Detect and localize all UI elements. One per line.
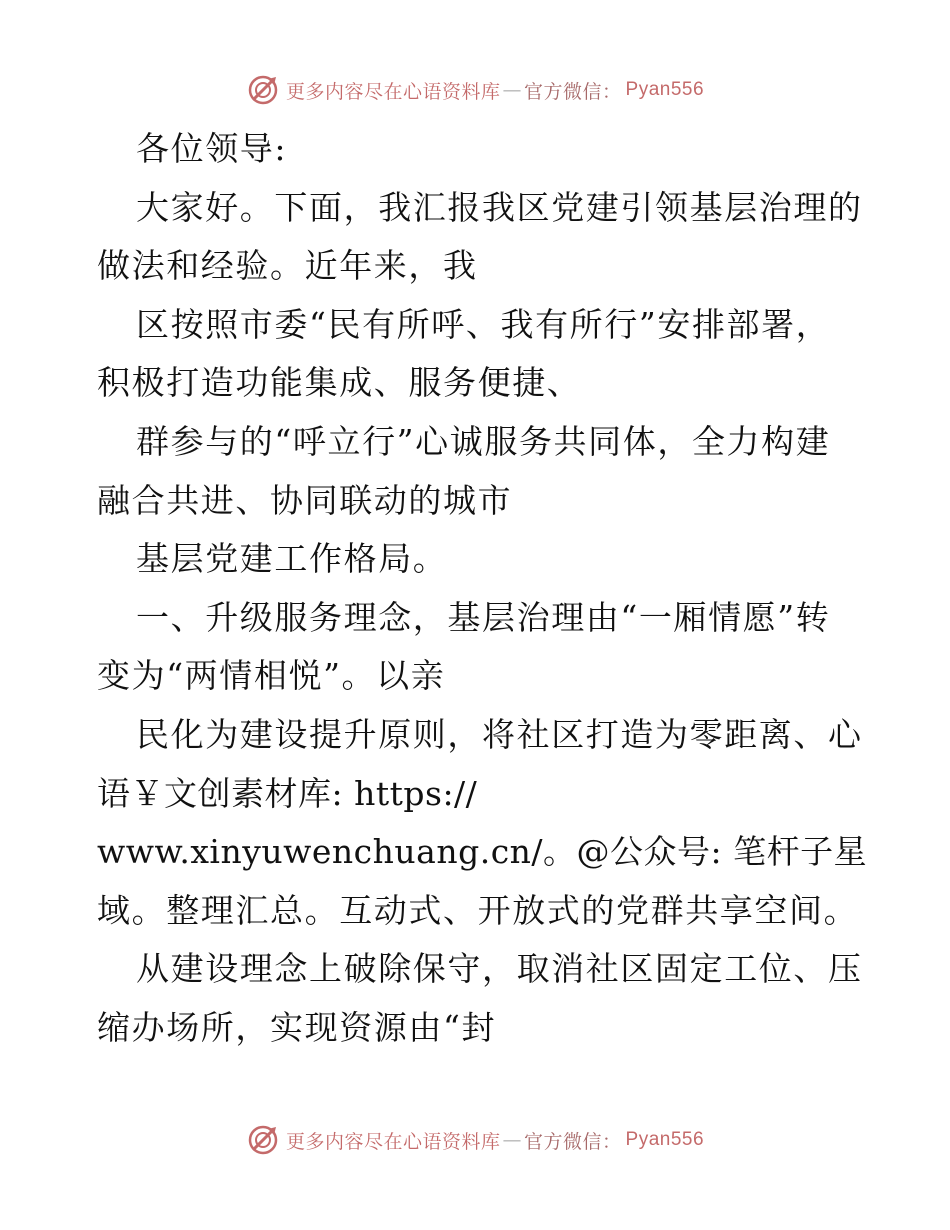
banner-wechat-label: 官方微信: [523, 1130, 602, 1153]
banner-main-text: 更多内容尽在心语资料库: [285, 80, 501, 103]
doc-line: 民化为建设提升原则，将社区打造为零距离、心: [136, 714, 863, 754]
doc-line: 区按照市委“民有所呼、我有所行”安排部署，: [136, 304, 831, 344]
seal-logo-icon: [246, 73, 280, 107]
doc-line: www.xinyuwenchuang.cn/。@公众号: 笔杆子星: [97, 832, 868, 872]
doc-line: 做法和经验。近年来，我: [97, 246, 478, 286]
doc-line: 融合共进、协同联动的城市: [97, 480, 513, 520]
banner-colon: ：: [602, 1130, 622, 1153]
doc-line: 从建设理念上破除保守，取消社区固定工位、压: [136, 949, 863, 989]
doc-line: 缩办场所，实现资源由“封: [97, 1007, 497, 1047]
banner-wechat-label: 官方微信: [523, 80, 602, 103]
banner-separator: —: [502, 79, 522, 101]
doc-line-section-heading: 一、升级服务理念，基层治理由“一厢情愿”转: [136, 597, 831, 637]
banner-colon: ：: [602, 80, 622, 103]
document-body: [97, 120, 868, 1058]
doc-line: 基层党建工作格局。: [136, 539, 448, 579]
doc-line: 域。整理汇总。互动式、开放式的党群共享空间。: [97, 890, 859, 930]
doc-line-salutation: 各位领导:: [136, 129, 288, 168]
doc-line: 大家好。下面，我汇报我区党建引领基层治理的: [136, 187, 863, 227]
banner-separator: —: [502, 1129, 522, 1151]
doc-line: 语￥文创素材库: https://: [97, 773, 478, 813]
seal-logo-icon: [246, 1123, 280, 1157]
doc-line: 积极打造功能集成、服务便捷、: [97, 363, 582, 403]
footer-watermark-banner: [0, 1120, 950, 1160]
doc-line: 变为“两情相悦”。以亲: [97, 656, 446, 696]
banner-wechat-handle: Pyan556: [625, 1129, 705, 1150]
doc-line: 群参与的“呼立行”心诚服务共同体，全力构建: [136, 421, 831, 461]
banner-wechat-handle: Pyan556: [625, 79, 705, 100]
header-watermark-banner: [0, 70, 950, 110]
banner-main-text: 更多内容尽在心语资料库: [285, 1130, 501, 1153]
